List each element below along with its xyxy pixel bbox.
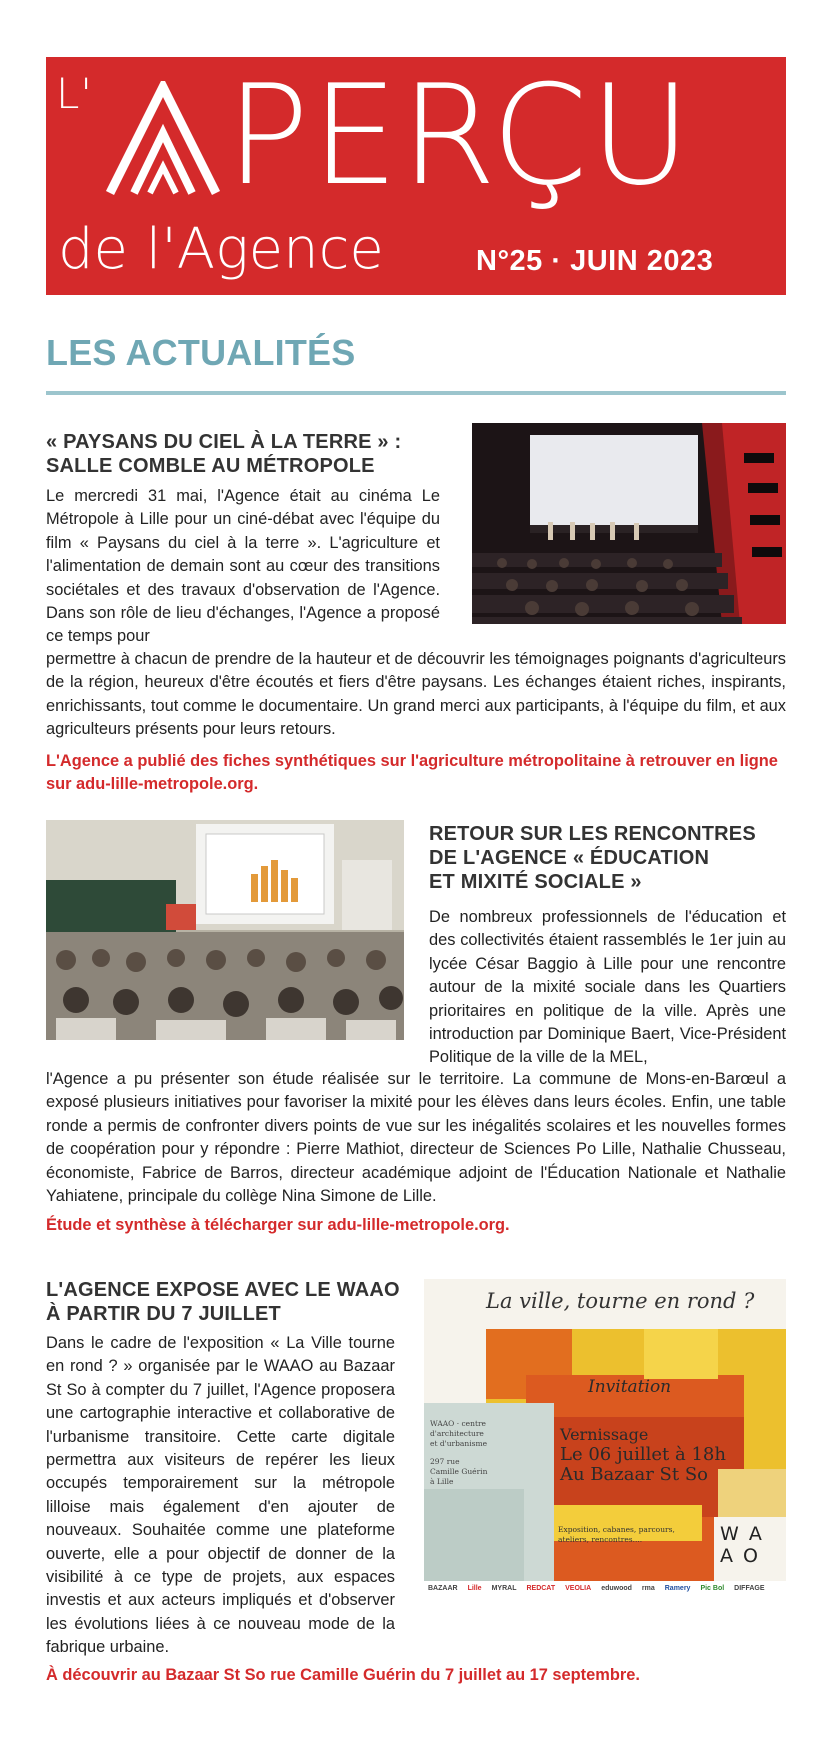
- article-1-callout: L'Agence a publié des fiches synthétiques sur l'agriculture métropolitaine à retrouver en ligne sur adu-lille-metropole.org.: [46, 752, 778, 794]
- poster-sponsors: [428, 1585, 784, 1592]
- poster-vernissage: [560, 1425, 726, 1485]
- sponsor-logo: Pic Bol: [700, 1585, 725, 1592]
- article-2-body: De nombreux professionnels de l'éducation et des collectivités étaient rassemblés le 1er juin au lycée César Baggio à Lille pour une rencontre autour de la mixité sociale dans les Quartiers prioritaires en politique de la ville. Après une introduction par Dominique Baert, Vice-Président Politique de la ville de la MEL,: [429, 908, 786, 1067]
- poster-organizer: [430, 1419, 487, 1449]
- article-1-title-line1: « PAYSANS DU CIEL À LA TERRE » :: [46, 431, 402, 453]
- article-1-title-line2: SALLE COMBLE AU MÉTROPOLE: [46, 455, 375, 477]
- poster-vernissage-line1: Vernissage: [560, 1425, 649, 1444]
- poster-org-line1: WAAO · centre: [430, 1419, 486, 1428]
- article-1-body-continued: permettre à chacun de prendre de la hauteur et de découvrir les témoignages poignants d'agriculteurs de la région, heureux d'être écoutés et fiers d'être paysans. Les échanges étaient riches, inspirants, enrichissants, tout comme le documentaire. Un grand merci aux participants, à l'équipe du film, et aux agriculteurs présents pour leurs retours.: [46, 650, 786, 739]
- article-1-title: [46, 430, 436, 478]
- poster-addr-line1: 297 rue: [430, 1457, 460, 1466]
- cinema-photo: [472, 423, 786, 624]
- section-title: LES ACTUALITÉS: [46, 332, 356, 373]
- sponsor-logo: rma: [641, 1585, 655, 1592]
- article-3-title-line2: À PARTIR DU 7 JUILLET: [46, 1303, 281, 1325]
- sponsor-logo: MYRAL: [491, 1585, 517, 1592]
- masthead-prefix: L': [56, 69, 93, 118]
- article-3-title-line1: L'AGENCE EXPOSE AVEC LE WAAO: [46, 1279, 400, 1301]
- sponsor-logo: DIFFAGE: [734, 1585, 765, 1592]
- poster-program: Exposition, cabanes, parcours, ateliers, rencontres....: [558, 1525, 675, 1544]
- agence-a-logo-icon: [104, 81, 222, 197]
- poster-waao-line1: W A: [720, 1523, 764, 1545]
- article-2-title-line2: DE L'AGENCE « ÉDUCATION: [429, 847, 710, 869]
- article-1-body: Le mercredi 31 mai, l'Agence était au cinéma Le Métropole à Lille pour un ciné-débat avec l'équipe du film « Paysans du ciel à la terre ». L'agriculture et l'alimentation de demain sont au cœur des transitions sociétales et des travaux d'observation de l'Agence. Dans son rôle de lieu d'échanges, l'Agence a proposé ce temps pour: [46, 487, 440, 646]
- poster-invitation: Invitation: [588, 1377, 672, 1397]
- poster-headline: La ville, tourne en rond ?: [486, 1289, 755, 1313]
- masthead-banner: [46, 57, 786, 295]
- poster-vernissage-line3: Au Bazaar St So: [560, 1464, 708, 1485]
- issue-number: N°25 · JUIN 2023: [476, 245, 714, 277]
- sponsor-logo: Ramery: [664, 1585, 691, 1592]
- section-divider: [46, 391, 786, 395]
- poster-org-line3: et d'urbanisme: [430, 1439, 488, 1448]
- exhibition-poster: [424, 1279, 786, 1616]
- poster-address: [430, 1457, 487, 1487]
- masthead-subtitle: de l'Agence: [58, 217, 384, 282]
- article-2-title-line1: RETOUR SUR LES RENCONTRES: [429, 823, 756, 845]
- article-2-title-line3: ET MIXITÉ SOCIALE »: [429, 871, 642, 893]
- poster-org-line2: d'architecture: [430, 1429, 484, 1438]
- poster-waao-line2: A O: [720, 1545, 760, 1567]
- classroom-photo: [46, 820, 404, 1040]
- sponsor-logo: BAZAAR: [428, 1585, 458, 1592]
- sponsor-logo: REDCAT: [526, 1585, 556, 1592]
- masthead-brand: PERÇU: [226, 57, 693, 216]
- poster-addr-line2: Camille Guérin: [430, 1467, 488, 1476]
- poster-vernissage-line2: Le 06 juillet à 18h: [560, 1444, 726, 1465]
- article-2-callout: Étude et synthèse à télécharger sur adu-lille-metropole.org.: [46, 1216, 510, 1234]
- sponsor-logo: eduwood: [601, 1585, 632, 1592]
- sponsor-logo: Lille: [467, 1585, 482, 1592]
- poster-addr-line3: à Lille: [430, 1477, 454, 1486]
- article-3-callout: À découvrir au Bazaar St So rue Camille Guérin du 7 juillet au 17 septembre.: [46, 1666, 640, 1684]
- article-2-body-continued: l'Agence a pu présenter son étude réalisée sur le territoire. La commune de Mons-en-Barœul a exposé plusieurs initiatives pour favoriser la mixité pour les élèves dans leurs écoles. Enfin, une table ronde a permis de confronter divers points de vue sur les inégalités scolaires et les nouvelles formes de coopération pour y répondre : Pierre Mathiot, directeur de Sciences Po Lille, Nathalie Chusseau, économiste, Fabrice de Barros, directeur académique adjoint de l'Éducation Nationale et Nathalie Yahiatene, principale du collège Nina Simone de Lille.: [46, 1070, 786, 1206]
- poster-waao-logo: [720, 1523, 764, 1567]
- sponsor-logo: VEOLIA: [565, 1585, 592, 1592]
- article-3-body: Dans le cadre de l'exposition « La Ville tourne en rond ? » organisée par le WAAO au Bazaar St So à compter du 7 juillet, l'Agence proposera une cartographie interactive et collaborative de l'urbanisme transitoire. Cette carte digitale permettra aux visiteurs de repérer les lieux occupés temporairement sur la métropole lilloise mais également d'en ajouter de nouveaux. Souhaitée comme une plateforme ouverte, elle a pour objectif de donner de la visibilité à ce type de projets, aux espaces investis et aux acteurs impliqués et d'observer les évolutions liées à ce nouveau mode de la fabrique urbaine.: [46, 1334, 395, 1657]
- article-2-title: [429, 822, 786, 894]
- article-3-title: [46, 1278, 416, 1326]
